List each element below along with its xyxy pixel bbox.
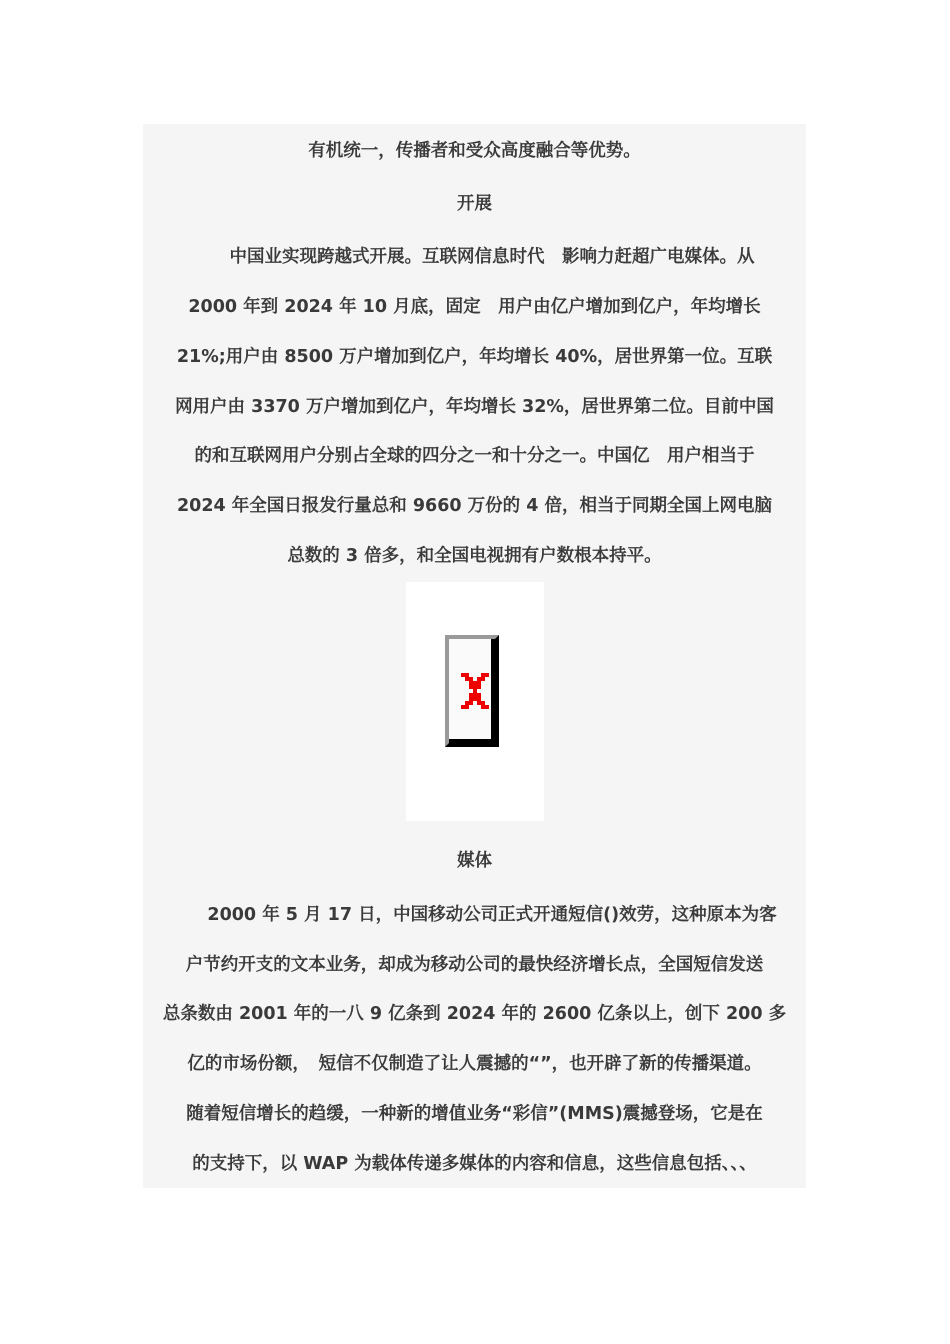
paragraph-line: 户节约开支的文本业务，却成为移动公司的最快经济增长点，全国短信发送 [185,955,764,975]
paragraph-line: 的和互联网用户分别占全球的四分之一和十分之一。中国亿 用户相当于 [194,446,755,466]
image-placeholder [406,582,544,821]
paragraph-line: 总条数由 2001 年的一八 9 亿条到 2024 年的 2600 亿条以上，创下 200 多 [162,1004,787,1024]
broken-image-icon [445,635,499,747]
paragraph-line: 有机统一，传播者和受众高度融合等优势。 [308,141,641,161]
section-heading: 开展 [457,194,492,214]
paragraph-line: 亿的市场份额， 短信不仅制造了让人震撼的“”，也开辟了新的传播渠道。 [187,1054,762,1074]
paragraph-line: 总数的 3 倍多，和全国电视拥有户数根本持平。 [287,546,662,566]
paragraph-line: 中国业实现跨越式开展。互联网信息时代 影响力赶超广电媒体。从 [194,247,755,267]
paragraph-line: 网用户由 3370 万户增加到亿户，年均增长 32%，居世界第二位。目前中国 [175,397,774,417]
section-heading: 媒体 [457,851,492,871]
paragraph-line: 的支持下，以 WAP 为载体传递多媒体的内容和信息，这些信息包括、、、 [192,1154,757,1174]
paragraph-line: 2024 年全国日报发行量总和 9660 万份的 4 倍，相当于同期全国上网电脑 [176,496,773,516]
paragraph-line: 随着短信增长的趋缓，一种新的增值业务“彩信”(MMS)震撼登场，它是在 [186,1104,763,1124]
paragraph-line: 2000 年 5 月 17 日，中国移动公司正式开通短信()效劳，这种原本为客 [172,905,777,925]
paragraph-line: 2000 年到 2024 年 10 月底，固定 用户由亿户增加到亿户，年均增长 [188,297,761,317]
red-x-icon [461,672,489,710]
paragraph-line: 21%;用户由 8500 万户增加到亿户，年均增长 40%，居世界第一位。互联 [176,347,773,367]
